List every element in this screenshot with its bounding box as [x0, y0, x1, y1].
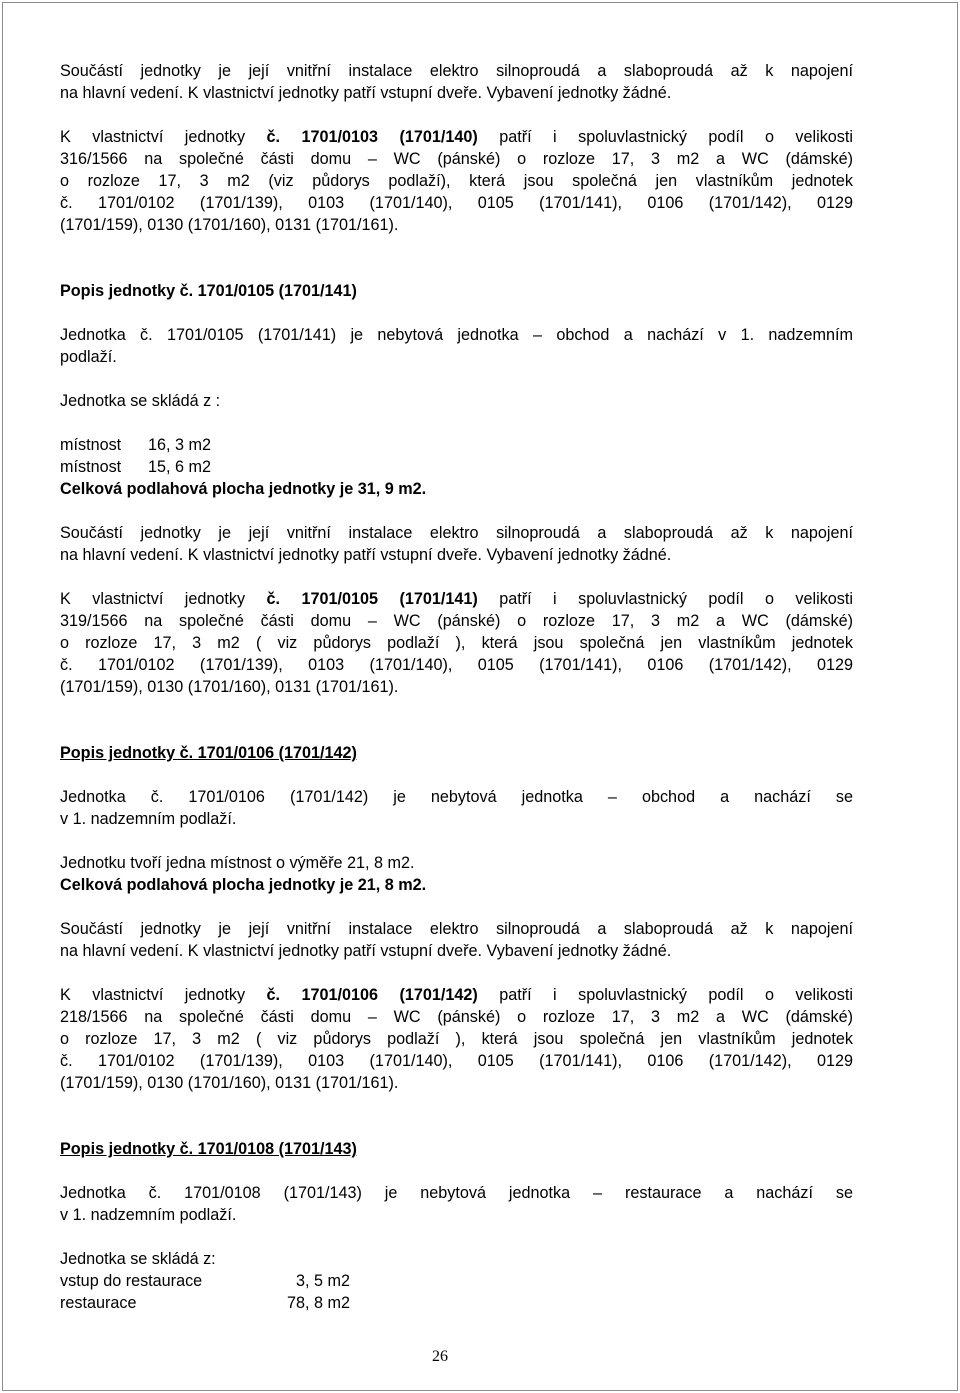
section-heading: Popis jednotky č. 1701/0105 (1701/141): [60, 282, 357, 300]
text-line: Jednotka č. 1701/0108 (1701/143) je nebytová jednotka – restaurace a nachází se: [60, 1184, 853, 1202]
room-summary: [60, 852, 853, 896]
text-line: č. 1701/0102 (1701/139), 0103 (1701/140), 0105 (1701/141), 0106 (1701/142), 0129: [60, 1052, 853, 1070]
text-line: [60, 126, 853, 148]
text-line: 316/1566 na společné části domu – WC (pánské) o rozloze 17, 3 m2 a WC (dámské): [60, 150, 853, 168]
paragraph-ownership: [60, 984, 853, 1094]
text-line: [60, 984, 853, 1006]
paragraph-unit-description: [60, 786, 853, 830]
composition-label: Jednotka se skládá z:: [60, 1250, 216, 1268]
text-line: (1701/159), 0130 (1701/160), 0131 (1701/161).: [60, 1074, 399, 1092]
room-area: 78, 8 m2: [287, 1294, 350, 1312]
unit-number: č. 1701/0105 (1701/141): [266, 590, 478, 608]
paragraph-installation: [60, 522, 853, 566]
text-line: na hlavní vedení. K vlastnictví jednotky patří vstupní dveře. Vybavení jednotky žádné.: [60, 942, 672, 960]
text-span: patří i spoluvlastnický podíl o velikosti: [477, 986, 853, 1004]
text-line: Součástí jednotky je její vnitřní instalace elektro silnoproudá a slaboproudá až k napojení: [60, 524, 853, 542]
document-page: [60, 60, 853, 1314]
room-row: [60, 1292, 853, 1314]
room-description: Jednotku tvoří jedna místnost o výměře 21, 8 m2.: [60, 854, 415, 872]
text-span: K vlastnictví jednotky: [60, 590, 267, 608]
text-line: č. 1701/0102 (1701/139), 0103 (1701/140), 0105 (1701/141), 0106 (1701/142), 0129: [60, 656, 853, 674]
room-area: 15, 6 m2: [148, 458, 211, 476]
text-line: Součástí jednotky je její vnitřní instalace elektro silnoproudá a slaboproudá až k napojení: [60, 62, 853, 80]
room-list: [60, 434, 853, 500]
text-line: Jednotka č. 1701/0105 (1701/141) je nebytová jednotka – obchod a nachází v 1. nadzemním: [60, 326, 853, 344]
text-line: (1701/159), 0130 (1701/160), 0131 (1701/161).: [60, 678, 399, 696]
room-name: místnost: [60, 436, 122, 454]
paragraph-installation: [60, 918, 853, 962]
text-span: patří i spoluvlastnický podíl o velikosti: [477, 590, 853, 608]
paragraph-unit-description: [60, 324, 853, 368]
text-line: o rozloze 17, 3 m2 ( viz půdorys podlaží ), která jsou společná jen vlastníkům jednotek: [60, 634, 853, 652]
composition-label: Jednotka se skládá z :: [60, 392, 221, 410]
text-line: o rozloze 17, 3 m2 ( viz půdorys podlaží ), která jsou společná jen vlastníkům jednotek: [60, 1030, 853, 1048]
text-line: o rozloze 17, 3 m2 (viz půdorys podlaží), která jsou společná jen vlastníkům jednotek: [60, 172, 853, 190]
text-line: v 1. nadzemním podlaží.: [60, 810, 237, 828]
unit-number: č. 1701/0106 (1701/142): [266, 986, 478, 1004]
text-line: 319/1566 na společné části domu – WC (pánské) o rozloze 17, 3 m2 a WC (dámské): [60, 612, 853, 630]
text-line: Jednotka č. 1701/0106 (1701/142) je nebytová jednotka – obchod a nachází se: [60, 788, 853, 806]
unit-number: č. 1701/0103 (1701/140): [266, 128, 478, 146]
paragraph-ownership: [60, 588, 853, 698]
text-line: podlaží.: [60, 348, 117, 366]
room-row: [60, 434, 853, 456]
text-line: v 1. nadzemním podlaží.: [60, 1206, 237, 1224]
text-line: 218/1566 na společné části domu – WC (pánské) o rozloze 17, 3 m2 a WC (dámské): [60, 1008, 853, 1026]
paragraph-unit-description: [60, 1182, 853, 1226]
room-list: [60, 1248, 853, 1314]
paragraph-ownership: [60, 126, 853, 236]
text-line: na hlavní vedení. K vlastnictví jednotky patří vstupní dveře. Vybavení jednotky žádné.: [60, 84, 672, 102]
room-row: [60, 1270, 853, 1292]
text-line: Součástí jednotky je její vnitřní instalace elektro silnoproudá a slaboproudá až k napojení: [60, 920, 853, 938]
section-heading: Popis jednotky č. 1701/0108 (1701/143): [60, 1140, 357, 1158]
total-area: Celková podlahová plocha jednotky je 21, 8 m2.: [60, 876, 427, 894]
text-line: na hlavní vedení. K vlastnictví jednotky patří vstupní dveře. Vybavení jednotky žádné.: [60, 546, 672, 564]
total-area: Celková podlahová plocha jednotky je 31, 9 m2.: [60, 480, 427, 498]
room-name: vstup do restaurace: [60, 1272, 203, 1290]
text-line: [60, 588, 853, 610]
room-name: místnost: [60, 458, 122, 476]
paragraph-installation: [60, 60, 853, 104]
room-area: 16, 3 m2: [148, 436, 211, 454]
text-span: patří i spoluvlastnický podíl o velikosti: [477, 128, 853, 146]
page-number: 26: [432, 1348, 448, 1365]
text-span: K vlastnictví jednotky: [60, 128, 267, 146]
text-span: K vlastnictví jednotky: [60, 986, 267, 1004]
text-line: č. 1701/0102 (1701/139), 0103 (1701/140), 0105 (1701/141), 0106 (1701/142), 0129: [60, 194, 853, 212]
room-area: 3, 5 m2: [296, 1272, 350, 1290]
room-row: [60, 456, 853, 478]
text-line: (1701/159), 0130 (1701/160), 0131 (1701/161).: [60, 216, 399, 234]
section-heading: Popis jednotky č. 1701/0106 (1701/142): [60, 744, 357, 762]
room-name: restaurace: [60, 1294, 137, 1312]
